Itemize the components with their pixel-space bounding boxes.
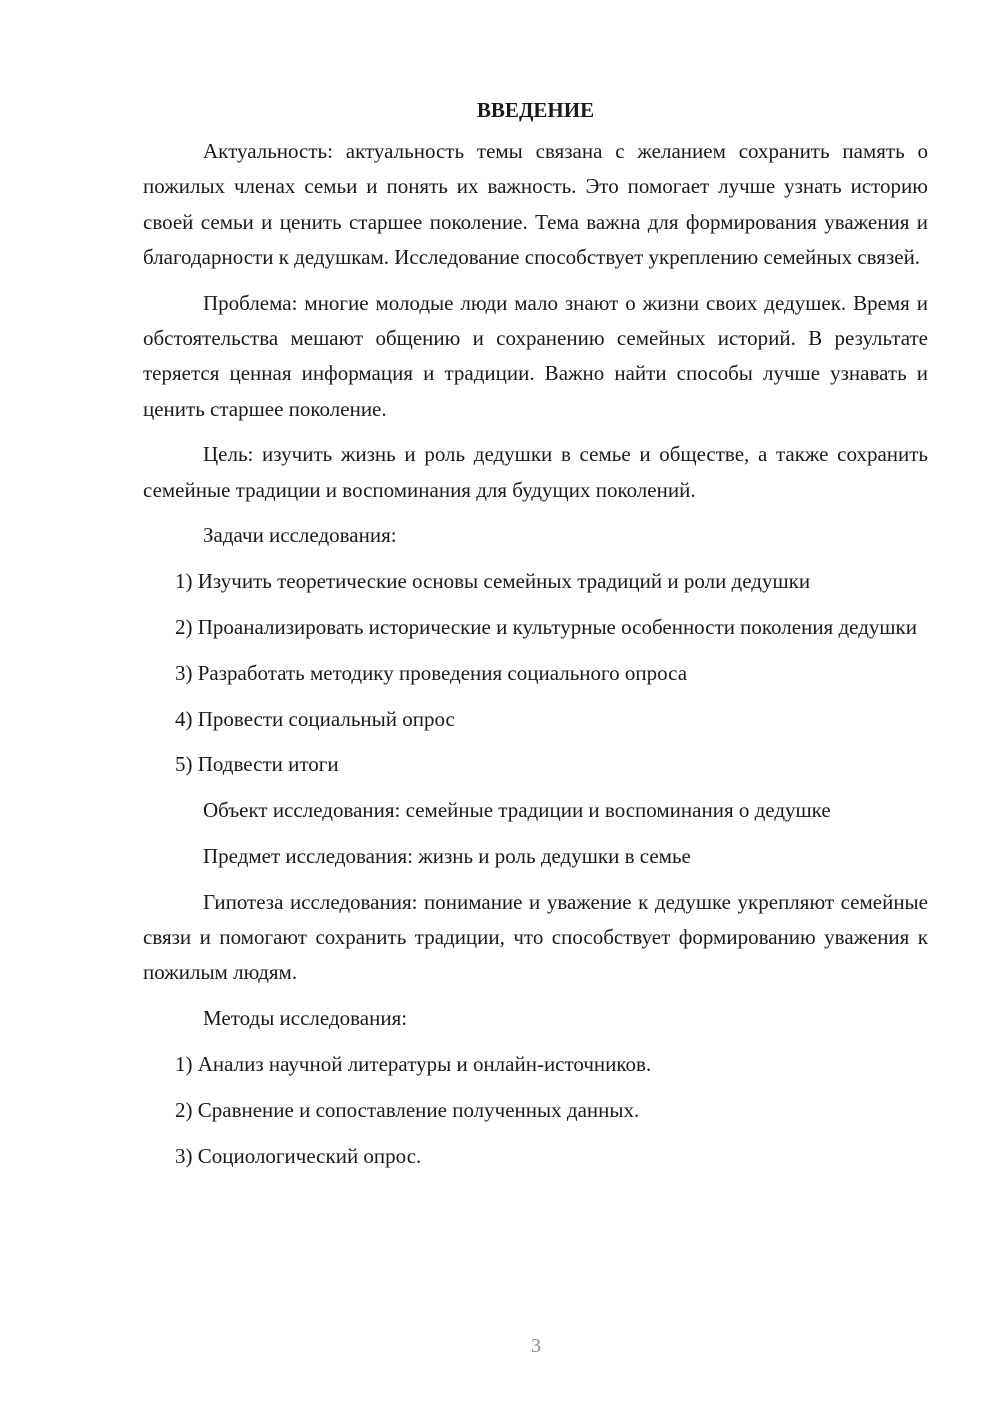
document-page [143, 93, 928, 1184]
relevance-paragraph: Актуальность: актуальность темы связана с желанием сохранить память о пожилых членах семьи и понять их важность. Это помогает лучше узнать историю своей семьи и ценить старшее поколение. Тема важна для формирования уважения и благодарности к дедушкам. Исследование способствует укреплению семейных связей. [143, 139, 928, 269]
task-item: 3) Разработать методику проведения социального опроса [175, 660, 688, 685]
task-item: 4) Провести социальный опрос [175, 706, 455, 731]
problem-paragraph: Проблема: многие молодые люди мало знают о жизни своих дедушек. Время и обстоятельства мешают общению и сохранению семейных историй. В результате теряется ценная информация и традиции. Важно найти способы лучше узнавать и ценить старшее поколение. [143, 290, 928, 421]
task-item: 1) Изучить теоретические основы семейных традиций и роли дедушки [175, 569, 811, 594]
tasks-heading: Задачи исследования: [203, 523, 397, 548]
subject-paragraph: Предмет исследования: жизнь и роль дедушки в семье [203, 844, 691, 869]
page-number: 3 [531, 1335, 541, 1357]
method-item: 2) Сравнение и сопоставление полученных данных. [175, 1097, 640, 1122]
method-item: 1) Анализ научной литературы и онлайн-источников. [175, 1052, 652, 1077]
task-item: 5) Подвести итоги [175, 752, 339, 777]
task-item: 2) Проанализировать исторические и культурные особенности поколения дедушки [175, 615, 917, 640]
goal-paragraph: Цель: изучить жизнь и роль дедушки в семье и обществе, а также сохранить семейные традиции и воспоминания для будущих поколений. [143, 442, 928, 502]
methods-heading: Методы исследования: [203, 1006, 408, 1031]
method-item: 3) Социологический опрос. [175, 1143, 422, 1168]
hypothesis-paragraph: Гипотеза исследования: понимание и уважение к дедушке укрепляют семейные связи и помогают сохранить традиции, что способствует формированию уважения к пожилым людям. [143, 889, 928, 985]
object-paragraph: Объект исследования: семейные традиции и воспоминания о дедушке [203, 798, 831, 823]
section-title: ВВЕДЕНИЕ [476, 98, 595, 122]
